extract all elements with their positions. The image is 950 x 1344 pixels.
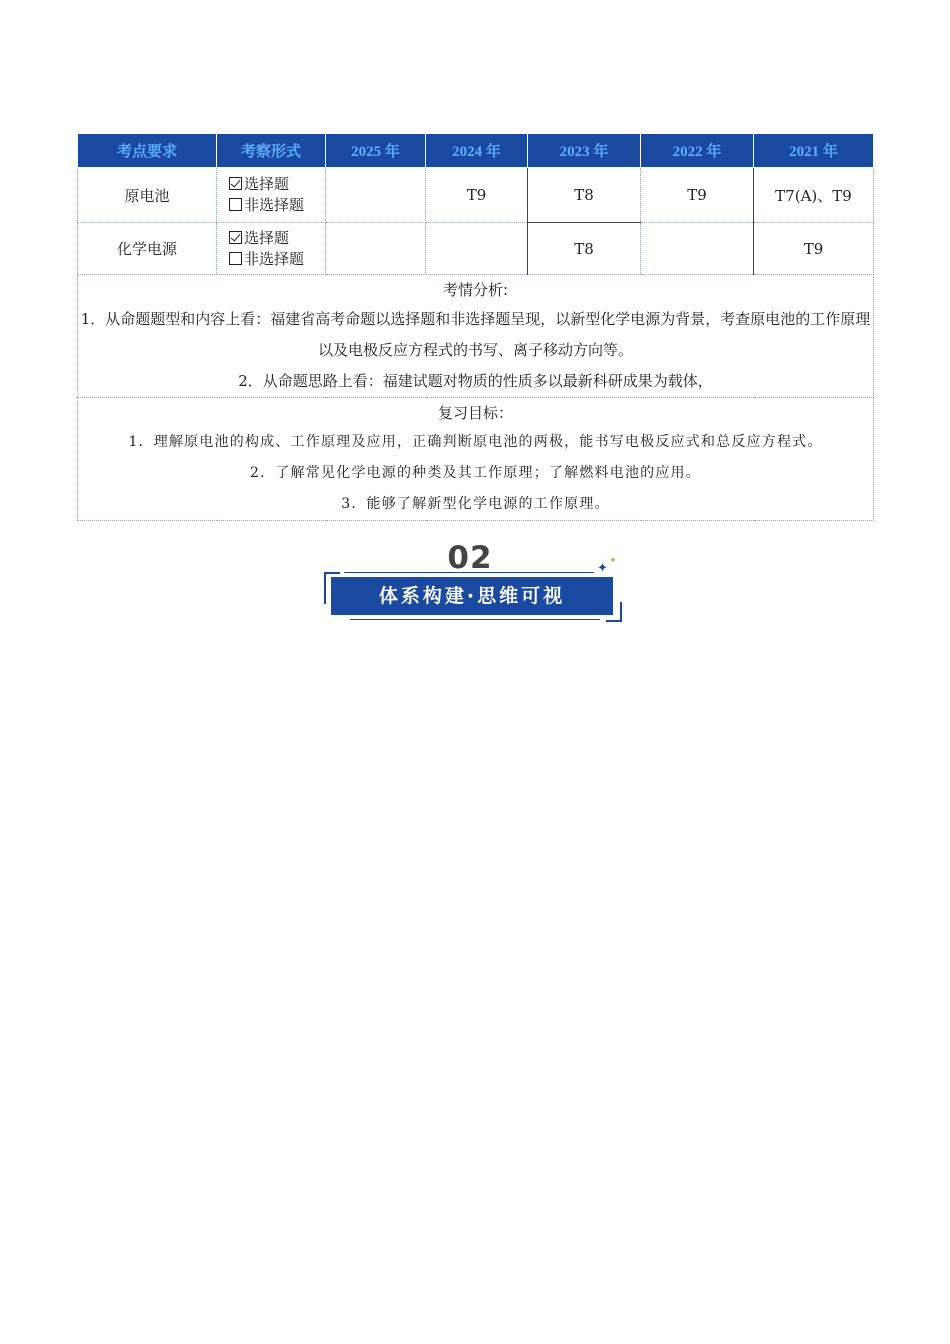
unchecked-box-icon bbox=[229, 252, 242, 265]
topic-cell: 化学电源 bbox=[78, 223, 217, 275]
goals-item: 3．能够了解新型化学电源的工作原理。 bbox=[341, 496, 610, 512]
analysis-title: 考情分析: bbox=[442, 281, 509, 299]
sparkle-icon: ✦ bbox=[597, 561, 608, 576]
year-2025-cell bbox=[326, 223, 426, 275]
analysis-item: 2．从命题思路上看：福建试题对物质的性质多以最新科研成果为载体， bbox=[238, 372, 713, 390]
section-number: 02 bbox=[447, 540, 493, 576]
header-2023: 2023 年 bbox=[528, 134, 641, 168]
form-option: 非选择题 bbox=[217, 195, 325, 216]
year-2021-cell: T7(A)、T9 bbox=[754, 168, 874, 223]
year-2024-cell bbox=[426, 223, 528, 275]
goals-cell bbox=[78, 398, 874, 521]
header-2025: 2025 年 bbox=[326, 134, 426, 168]
header-form: 考察形式 bbox=[217, 134, 326, 168]
goals-row bbox=[78, 398, 874, 521]
goals-item: 1．理解原电池的构成、工作原理及应用，正确判断原电池的两极，能书写电极反应式和总反应方程式。 bbox=[128, 434, 823, 450]
form-cell bbox=[217, 168, 326, 223]
section-title: 体系构建·思维可视 bbox=[331, 577, 613, 615]
table-row bbox=[78, 168, 874, 223]
exam-analysis-table bbox=[77, 133, 874, 521]
year-2024-cell: T9 bbox=[426, 168, 528, 223]
header-2022: 2022 年 bbox=[641, 134, 754, 168]
sparkle-small-icon: ✦ bbox=[609, 556, 617, 566]
goals-item: 2．了解常见化学电源的种类及其工作原理；了解燃料电池的应用。 bbox=[250, 465, 701, 481]
year-2023-cell: T8 bbox=[528, 168, 641, 223]
line-decoration bbox=[350, 619, 600, 620]
table-row bbox=[78, 223, 874, 275]
checked-box-icon bbox=[229, 177, 242, 190]
form-cell bbox=[217, 223, 326, 275]
bracket-right-decoration bbox=[606, 602, 622, 622]
year-2022-cell bbox=[641, 223, 754, 275]
form-option: 非选择题 bbox=[217, 249, 325, 270]
header-2024: 2024 年 bbox=[426, 134, 528, 168]
unchecked-box-icon bbox=[229, 198, 242, 211]
analysis-row bbox=[78, 275, 874, 398]
form-option: 选择题 bbox=[217, 174, 325, 195]
checked-box-icon bbox=[229, 231, 242, 244]
year-2023-cell: T8 bbox=[528, 223, 641, 275]
analysis-cell bbox=[78, 275, 874, 398]
line-decoration bbox=[344, 572, 594, 573]
header-topic: 考点要求 bbox=[78, 134, 217, 168]
year-2022-cell: T9 bbox=[641, 168, 754, 223]
analysis-item: 1．从命题题型和内容上看：福建省高考命题以选择题和非选择题呈现，以新型化学电源为背景，考查原电池的工作原理以及电极反应方程式的书写、离子移动方向等。 bbox=[80, 310, 871, 359]
form-option: 选择题 bbox=[217, 228, 325, 249]
header-2021: 2021 年 bbox=[754, 134, 874, 168]
year-2025-cell bbox=[326, 168, 426, 223]
section-badge bbox=[320, 540, 630, 624]
year-2021-cell: T9 bbox=[754, 223, 874, 275]
topic-cell: 原电池 bbox=[78, 168, 217, 223]
goals-title: 复习目标： bbox=[437, 404, 513, 422]
table-header-row bbox=[78, 134, 874, 168]
